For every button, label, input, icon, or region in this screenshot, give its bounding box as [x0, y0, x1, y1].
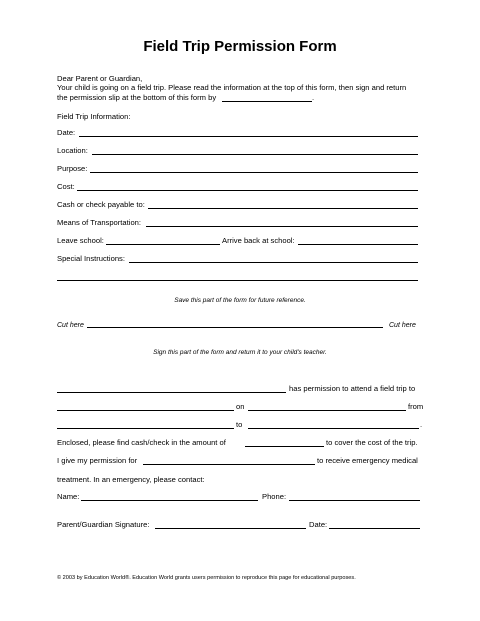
leave-field[interactable]	[106, 244, 220, 245]
arrive-label: Arrive back at school:	[222, 236, 295, 245]
special-label: Special Instructions:	[57, 254, 125, 263]
trip-date-field[interactable]	[248, 410, 406, 411]
transport-label: Means of Transportation:	[57, 218, 141, 227]
copyright-footer: © 2003 by Education World®. Education World grants users permission to reproduce this page for educational purposes.	[57, 575, 356, 581]
cut-here-left: Cut here	[57, 322, 84, 329]
enclosed-text-2: to cover the cost of the trip.	[326, 438, 418, 447]
on-label: on	[236, 402, 245, 411]
from-label: from	[408, 402, 424, 411]
payable-label: Cash or check payable to:	[57, 200, 145, 209]
return-by-field[interactable]	[222, 101, 312, 102]
name-label: Name:	[57, 492, 80, 501]
amount-field[interactable]	[245, 446, 324, 447]
date-label: Date:	[57, 128, 76, 137]
treatment-text: treatment. In an emergency, please contact:	[57, 475, 205, 484]
give-permission-text: I give my permission for	[57, 456, 138, 465]
cost-label: Cost:	[57, 182, 75, 191]
transport-field[interactable]	[146, 226, 418, 227]
medical-text: to receive emergency medical	[317, 456, 418, 465]
child-name-field[interactable]	[57, 392, 286, 393]
to-time-field[interactable]	[248, 428, 419, 429]
phone-field[interactable]	[289, 500, 420, 501]
sign-note: Sign this part of the form and return it to your child's teacher.	[153, 349, 327, 356]
cost-field[interactable]	[77, 190, 418, 191]
signature-date-label: Date:	[309, 520, 328, 529]
page-title: Field Trip Permission Form	[143, 38, 337, 55]
cut-here-right: Cut here	[389, 322, 416, 329]
special-field-2[interactable]	[57, 280, 418, 281]
date-field[interactable]	[79, 136, 418, 137]
location-label: Location:	[57, 146, 88, 155]
signature-label: Parent/Guardian Signature:	[57, 520, 150, 529]
signature-field[interactable]	[155, 528, 306, 529]
medical-child-field[interactable]	[143, 464, 315, 465]
from-time-field[interactable]	[57, 428, 234, 429]
intro-line-2: the permission slip at the bottom of this form by	[57, 93, 217, 102]
permission-text: has permission to attend a field trip to	[289, 384, 416, 393]
enclosed-text: Enclosed, please find cash/check in the amount of	[57, 438, 226, 447]
destination-field[interactable]	[57, 410, 234, 411]
leave-label: Leave school:	[57, 236, 104, 245]
to-period: .	[420, 420, 423, 429]
purpose-label: Purpose:	[57, 164, 88, 173]
contact-name-field[interactable]	[81, 500, 258, 501]
arrive-field[interactable]	[298, 244, 418, 245]
save-note: Save this part of the form for future reference.	[174, 297, 306, 304]
to-label: to	[236, 420, 243, 429]
intro-period: .	[312, 93, 315, 102]
phone-label: Phone:	[262, 492, 287, 501]
payable-field[interactable]	[148, 208, 418, 209]
cut-line	[87, 327, 383, 328]
purpose-field[interactable]	[90, 172, 418, 173]
signature-date-field[interactable]	[329, 528, 420, 529]
intro-line-1: Your child is going on a field trip. Please read the information at the top of this form, then sign and return	[57, 83, 407, 92]
location-field[interactable]	[92, 154, 418, 155]
greeting: Dear Parent or Guardian,	[57, 74, 143, 83]
info-heading: Field Trip Information:	[57, 112, 131, 121]
special-field[interactable]	[129, 262, 418, 263]
